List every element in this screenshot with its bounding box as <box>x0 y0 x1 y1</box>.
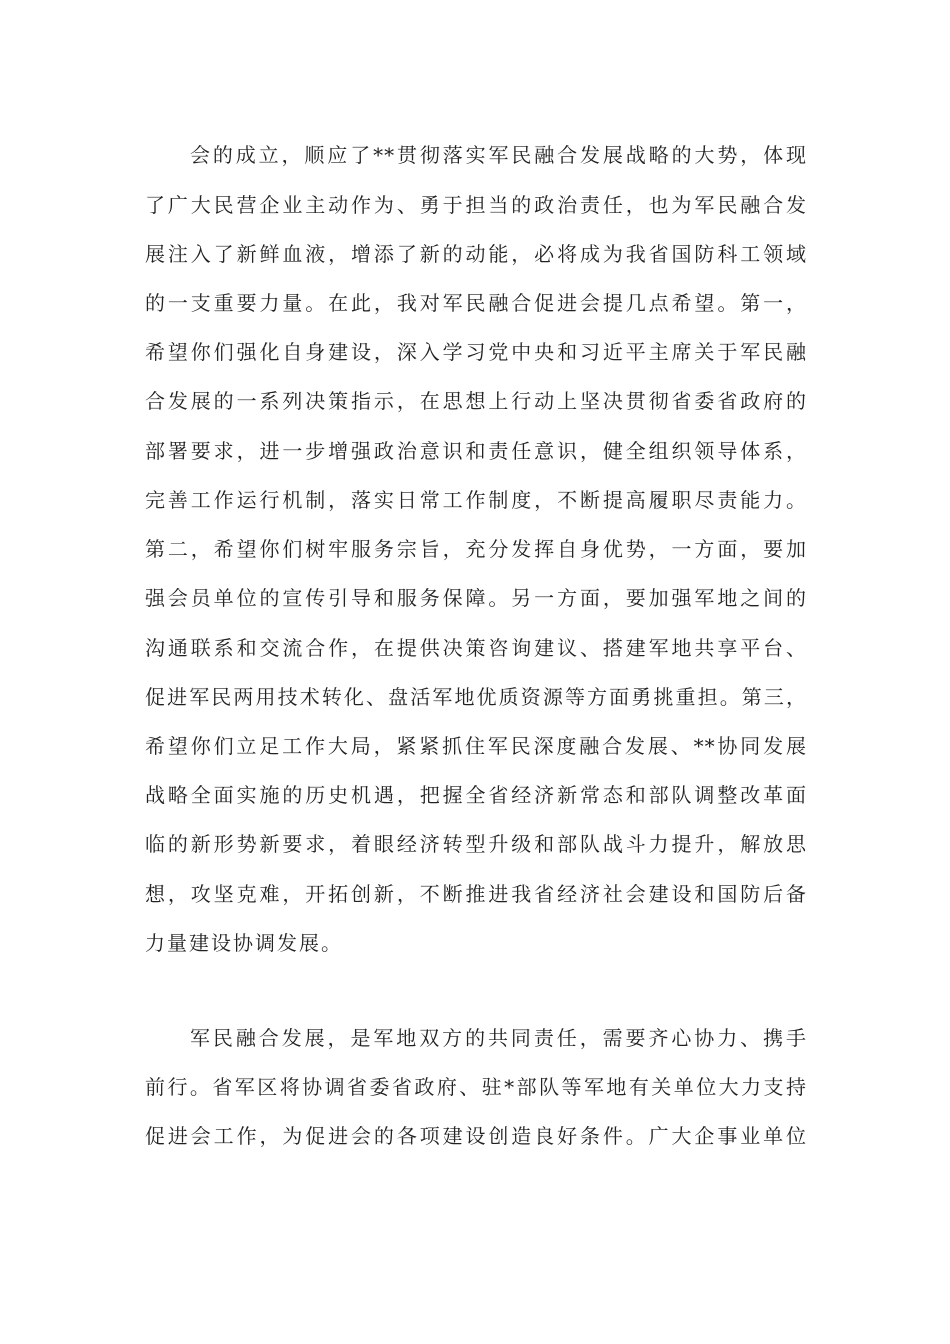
text-line: 的一支重要力量。在此，我对军民融合促进会提几点希望。第一， <box>145 291 807 315</box>
text-line: 促进会工作，为促进会的各项建设创造良好条件。广大企事业单位 <box>145 1124 807 1148</box>
text-line: 合发展的一系列决策指示，在思想上行动上坚决贯彻省委省政府的 <box>145 389 807 413</box>
text-line: 部署要求，进一步增强政治意识和责任意识，健全组织领导体系， <box>145 439 807 463</box>
text-line: 前行。省军区将协调省委省政府、驻*部队等军地有关单位大力支持 <box>145 1075 807 1099</box>
text-line: 了广大民营企业主动作为、勇于担当的政治责任，也为军民融合发 <box>145 193 807 217</box>
text-line: 促进军民两用技术转化、盘活军地优质资源等方面勇挑重担。第三， <box>145 685 807 709</box>
text-line: 力量建设协调发展。 <box>145 931 343 955</box>
text-line: 展注入了新鲜血液，增添了新的动能，必将成为我省国防科工领域 <box>145 242 807 266</box>
text-line: 希望你们强化自身建设，深入学习党中央和习近平主席关于军民融 <box>145 340 807 364</box>
text-line: 军民融合发展，是军地双方的共同责任，需要齐心协力、携手 <box>190 1026 807 1050</box>
text-line: 想，攻坚克难，开拓创新，不断推进我省经济社会建设和国防后备 <box>145 882 807 906</box>
text-line: 会的成立，顺应了**贯彻落实军民融合发展战略的大势，体现 <box>190 143 807 167</box>
text-line: 强会员单位的宣传引导和服务保障。另一方面，要加强军地之间的 <box>145 586 807 610</box>
text-line: 第二，希望你们树牢服务宗旨，充分发挥自身优势，一方面，要加 <box>145 537 807 561</box>
text-line: 战略全面实施的历史机遇，把握全省经济新常态和部队调整改革面 <box>145 783 807 807</box>
text-line: 临的新形势新要求，着眼经济转型升级和部队战斗力提升，解放思 <box>145 832 807 856</box>
text-line: 希望你们立足工作大局，紧紧抓住军民深度融合发展、**协同发展 <box>145 734 807 758</box>
text-line: 完善工作运行机制，落实日常工作制度，不断提高履职尽责能力。 <box>145 488 807 512</box>
text-line: 沟通联系和交流合作，在提供决策咨询建议、搭建军地共享平台、 <box>145 636 807 660</box>
